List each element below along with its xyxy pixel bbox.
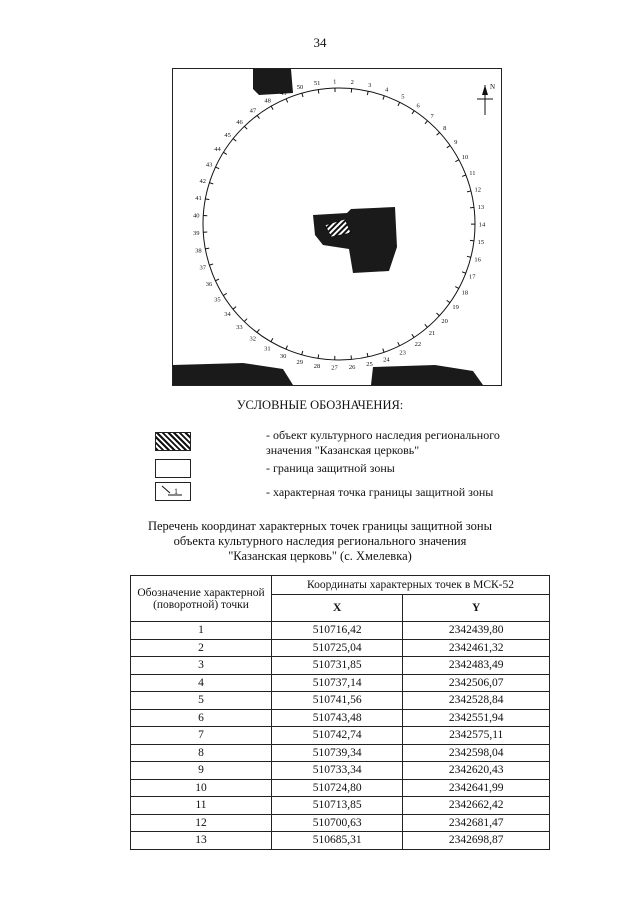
boundary-point-label: 2 [350, 79, 354, 87]
cell-y: 2342598,04 [403, 744, 550, 762]
north-arrow-icon [477, 83, 495, 115]
legend-text-object: - объект культурного наследия регионального значения "Казанская церковь" [266, 428, 500, 457]
boundary-point-tick [367, 353, 368, 357]
table-row [131, 692, 550, 710]
cell-y: 2342575,11 [403, 727, 550, 745]
boundary-point-label: 9 [454, 138, 458, 146]
boundary-point-label: 37 [199, 264, 206, 272]
cell-n: 3 [131, 657, 272, 675]
boundary-point-label: 46 [236, 118, 243, 126]
boundary-point-label: 33 [236, 324, 243, 332]
header-y: Y [403, 595, 550, 622]
coordinates-table [130, 575, 550, 850]
boundary-point-tick [455, 160, 459, 162]
boundary-point-tick [383, 349, 384, 353]
table-row [131, 657, 550, 675]
boundary-point-label: 32 [249, 335, 256, 343]
boundary-point-label: 15 [477, 239, 485, 247]
boundary-point-label: 7 [430, 112, 434, 120]
cell-n: 13 [131, 832, 272, 850]
boundary-point-label: 6 [416, 102, 420, 110]
table-row [131, 744, 550, 762]
cell-n: 4 [131, 674, 272, 692]
header-point-designation: Обозначение характерной (поворотной) точки [131, 576, 272, 622]
cell-x: 510737,14 [272, 674, 403, 692]
boundary-point-label: 8 [443, 125, 447, 133]
cell-x: 510725,04 [272, 639, 403, 657]
boundary-point-tick [412, 111, 414, 114]
boundary-point-label: 19 [452, 304, 459, 312]
boundary-point-tick [233, 139, 236, 142]
boundary-point-tick [447, 146, 450, 148]
boundary-point-label: 40 [193, 212, 200, 220]
church-building [313, 207, 397, 273]
cell-x: 510731,85 [272, 657, 403, 675]
boundary-point-label: 35 [214, 296, 221, 304]
table-row [131, 674, 550, 692]
boundary-point-tick [302, 351, 303, 355]
boundary-point-tick [271, 106, 273, 109]
cell-x: 510733,34 [272, 762, 403, 780]
cell-y: 2342483,49 [403, 657, 550, 675]
cell-n: 2 [131, 639, 272, 657]
cell-y: 2342551,94 [403, 709, 550, 727]
boundary-point-label: 49 [280, 89, 287, 97]
boundary-point-tick [462, 175, 466, 176]
boundary-point-label: 34 [224, 311, 231, 319]
cell-x: 510724,80 [272, 779, 403, 797]
cell-n: 5 [131, 692, 272, 710]
boundary-point-tick [425, 324, 428, 327]
boundary-point-tick [286, 99, 288, 103]
cell-y: 2342641,99 [403, 779, 550, 797]
boundary-point-label: 42 [199, 178, 207, 186]
table-row [131, 639, 550, 657]
boundary-point-label: 24 [383, 356, 390, 364]
boundary-point-tick [209, 264, 213, 265]
boundary-point-tick [286, 346, 288, 350]
cell-y: 2342528,84 [403, 692, 550, 710]
boundary-point-tick [257, 329, 259, 332]
cell-y: 2342461,32 [403, 639, 550, 657]
boundary-point-tick [467, 256, 471, 257]
zone-border-icon [155, 459, 191, 478]
boundary-point-tick [318, 354, 319, 358]
boundary-point-tick [223, 152, 226, 154]
boundary-point-label: 17 [469, 273, 476, 281]
boundary-point-tick [436, 313, 439, 316]
cell-y: 2342439,80 [403, 622, 550, 640]
boundary-point-label: 28 [313, 362, 321, 370]
cell-n: 1 [131, 622, 272, 640]
boundary-point-tick [447, 300, 450, 302]
boundary-point-label: 29 [296, 359, 304, 367]
cell-y: 2342620,43 [403, 762, 550, 780]
boundary-point-tick [398, 342, 400, 346]
boundary-point-icon [155, 482, 191, 501]
boundary-point-label: 5 [401, 93, 405, 101]
zone-map [172, 68, 502, 386]
table-row [131, 779, 550, 797]
boundary-point-label: 22 [414, 340, 422, 348]
boundary-point-label: 14 [478, 221, 486, 229]
zone-map-drawing [173, 69, 501, 385]
table-row [131, 814, 550, 832]
boundary-point-label: 30 [279, 353, 287, 361]
cell-n: 8 [131, 744, 272, 762]
cell-x: 510685,31 [272, 832, 403, 850]
boundary-point-label: 23 [399, 349, 406, 357]
boundary-point-label: 51 [313, 80, 321, 88]
boundary-point-tick [425, 121, 428, 124]
boundary-point-tick [233, 307, 236, 310]
boundary-point-tick [244, 319, 247, 322]
cell-x: 510700,63 [272, 814, 403, 832]
boundary-point-tick [367, 91, 368, 95]
boundary-point-label: 18 [461, 289, 469, 297]
cell-x: 510716,42 [272, 622, 403, 640]
cell-x: 510741,56 [272, 692, 403, 710]
boundary-point-label: 3 [368, 81, 372, 89]
table-row [131, 622, 550, 640]
cell-y: 2342681,47 [403, 814, 550, 832]
cell-n: 12 [131, 814, 272, 832]
boundary-point-tick [467, 191, 471, 192]
boundary-point-label: 36 [205, 281, 213, 289]
boundary-point-label: 44 [214, 146, 221, 154]
boundary-point-icon-label: 1 [174, 487, 178, 496]
boundary-point-label: 45 [224, 131, 231, 139]
legend-title: УСЛОВНЫЕ ОБОЗНАЧЕНИЯ: [236, 398, 404, 412]
cell-y: 2342662,42 [403, 797, 550, 815]
boundary-point-label: 12 [474, 186, 481, 194]
boundary-point-label: 4 [385, 86, 389, 94]
boundary-point-label: 50 [296, 83, 304, 91]
boundary-point-tick [462, 272, 466, 273]
header-x: X [272, 595, 403, 622]
boundary-point-label: 1 [333, 78, 337, 86]
boundary-point-tick [437, 132, 440, 135]
table-row [131, 762, 550, 780]
boundary-point-label: 20 [441, 317, 448, 325]
legend-text-border: - граница защитной зоны [266, 461, 395, 475]
boundary-point-tick [205, 248, 209, 249]
table-row [131, 727, 550, 745]
boundary-point-label: 25 [366, 361, 373, 369]
boundary-point-label: 31 [264, 345, 271, 353]
building-bottom-right [371, 365, 483, 385]
boundary-point-tick [244, 126, 247, 129]
boundary-point-tick [383, 96, 384, 100]
cell-x: 510743,48 [272, 709, 403, 727]
hatched-object-icon [155, 432, 191, 451]
boundary-point-label: 47 [249, 107, 257, 115]
boundary-point-tick [398, 102, 400, 106]
cell-x: 510742,74 [272, 727, 403, 745]
legend-text-point: - характерная точка границы защитной зоны [266, 485, 494, 499]
boundary-point-tick [412, 334, 414, 337]
boundary-point-label: 38 [195, 247, 202, 255]
table-row [131, 832, 550, 850]
coordinates-table-body [131, 622, 550, 850]
cell-x: 510713,85 [272, 797, 403, 815]
boundary-point-label: 13 [477, 204, 485, 212]
north-label: N [490, 83, 496, 91]
cell-y: 2342698,87 [403, 832, 550, 850]
boundary-point-label: 11 [469, 169, 476, 177]
boundary-point-tick [271, 338, 273, 341]
boundary-point-tick [223, 293, 226, 295]
boundary-point-label: 43 [205, 161, 213, 169]
cell-n: 6 [131, 709, 272, 727]
boundary-point-tick [455, 287, 459, 289]
header-coordinates-group: Координаты характерных точек в МСК-52 [272, 576, 550, 595]
boundary-point-label: 16 [474, 256, 481, 264]
boundary-point-tick [215, 167, 219, 169]
table-row [131, 797, 550, 815]
boundary-point-label: 21 [428, 330, 436, 338]
boundary-point-tick [302, 93, 303, 97]
boundary-point-label: 39 [193, 230, 200, 238]
boundary-point-tick [257, 115, 259, 118]
cell-n: 9 [131, 762, 272, 780]
boundary-point-tick [209, 183, 213, 184]
cell-x: 510739,34 [272, 744, 403, 762]
boundary-point-tick [215, 279, 219, 281]
boundary-point-label: 48 [264, 97, 271, 105]
boundary-point-label: 26 [348, 363, 356, 371]
table-title: Перечень координат характерных точек границы защитной зоны объекта культурного наследия регионального значения "Казанская церковь" (с. Хмелевка) [147, 519, 493, 563]
cell-y: 2342506,07 [403, 674, 550, 692]
boundary-point-label: 27 [331, 364, 338, 372]
building-top [253, 69, 293, 95]
boundary-point-label: 10 [461, 153, 469, 161]
page-number: 34 [313, 35, 327, 50]
boundary-point-tick [318, 90, 319, 94]
building-bottom-left [173, 363, 293, 385]
table-row [131, 709, 550, 727]
boundary-point-tick [205, 199, 209, 200]
cell-n: 11 [131, 797, 272, 815]
cell-n: 10 [131, 779, 272, 797]
boundary-point-label: 41 [195, 195, 202, 203]
cell-n: 7 [131, 727, 272, 745]
